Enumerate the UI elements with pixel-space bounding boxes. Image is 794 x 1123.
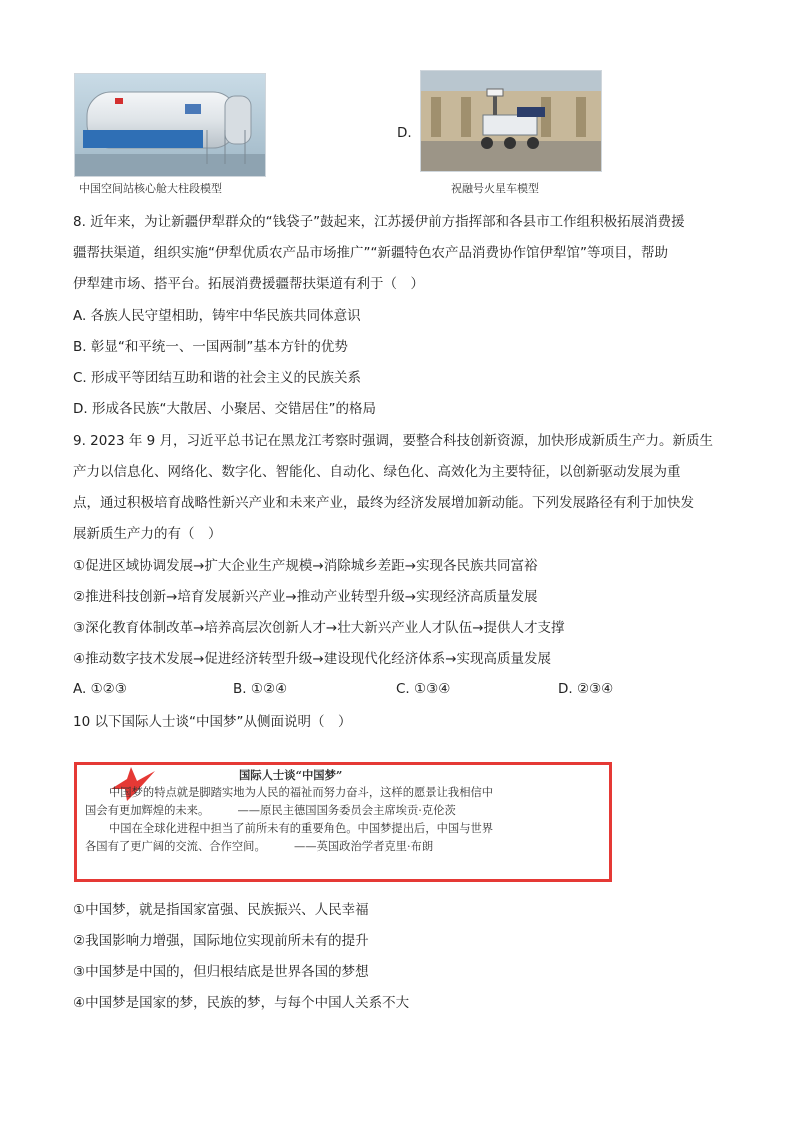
q9-item-4: ④推动数字技术发展→促进经济转型升级→建设现代化经济体系→实现高质量发展 [73,651,552,667]
space-station-illustration [75,74,265,176]
left-image-caption: 中国空间站核心舱大柱段模型 [79,182,222,195]
q10-stem: 10 以下国际人士谈“中国梦”从侧面说明（ ） [73,714,352,730]
q9-item-3: ③深化教育体制改革→培养高层次创新人才→壮大新兴产业人才队伍→提供人才支撑 [73,620,565,636]
quote-line-3: 中国在全球化进程中担当了前所未有的重要角色。中国梦提出后，中国与世界 [109,822,494,835]
q8-stem-line-3: 伊犁建市场、搭平台。拓展消费援疆帮扶渠道有利于（ ） [73,276,424,292]
q9-stem-line-3: 点，通过积极培育战略性新兴产业和未来产业，最终为经济发展增加新动能。下列发展路径有利于加快发 [73,495,694,511]
option-d-label: D. [397,125,412,141]
quote-box-title: 国际人士谈“中国梦” [239,768,343,782]
q8-stem-line-2: 疆帮扶渠道，组织实施“伊犁优质农产品市场推广”“新疆特色农产品消费协作馆伊犁馆”等项目，帮助 [73,245,668,261]
q9-item-2: ②推进科技创新→培育发展新兴产业→推动产业转型升级→实现经济高质量发展 [73,589,538,605]
quote-line-2: 国会有更加辉煌的未来。 ——原民主德国国务委员会主席埃贡·克伦茨 [85,804,456,817]
quote-box [74,762,612,882]
q9-item-1: ①促进区域协调发展→扩大企业生产规模→消除城乡差距→实现各民族共同富裕 [73,558,538,574]
q10-item-2: ②我国影响力增强，国际地位实现前所未有的提升 [73,933,369,949]
q9-option-a: A. ①②③ [73,681,127,697]
q9-option-c: C. ①③④ [396,681,451,697]
q9-stem-line-2: 产力以信息化、网络化、数字化、智能化、自动化、绿色化、高效化为主要特征，以创新驱动发展为重 [73,464,681,480]
q8-option-b: B. 彰显“和平统一、一国两制”基本方针的优势 [73,339,348,355]
mars-rover-illustration [421,71,601,171]
q10-item-4: ④中国梦是国家的梦，民族的梦，与每个中国人关系不大 [73,995,410,1011]
q9-option-b: B. ①②④ [233,681,288,697]
q9-option-d: D. ②③④ [558,681,614,697]
q8-stem-line-1: 8. 近年来，为让新疆伊犁群众的“钱袋子”鼓起来，江苏援伊前方指挥部和各县市工作组积极拓展消费援 [73,214,685,230]
q8-option-a: A. 各族人民守望相助，铸牢中华民族共同体意识 [73,308,361,324]
q9-stem-line-4: 展新质生产力的有（ ） [73,526,222,542]
right-image-caption: 祝融号火星车模型 [451,182,539,195]
q9-stem-line-1: 9. 2023 年 9 月，习近平总书记在黑龙江考察时强调，要整合科技创新资源，加快形成新质生产力。新质生 [73,433,713,449]
quote-line-4: 各国有了更广阔的交流、合作空间。 ——英国政治学者克里·布朗 [85,840,434,853]
q8-option-d: D. 形成各民族“大散居、小聚居、交错居住”的格局 [73,401,376,417]
mars-rover-photo [420,70,602,172]
space-station-photo [74,73,266,177]
q8-option-c: C. 形成平等团结互助和谐的社会主义的民族关系 [73,370,362,386]
quote-line-1: 中国梦的特点就是脚踏实地为人民的福祉而努力奋斗，这样的愿景让我相信中 [109,786,494,799]
q10-item-1: ①中国梦，就是指国家富强、民族振兴、人民幸福 [73,902,369,918]
q10-item-3: ③中国梦是中国的，但归根结底是世界各国的梦想 [73,964,369,980]
